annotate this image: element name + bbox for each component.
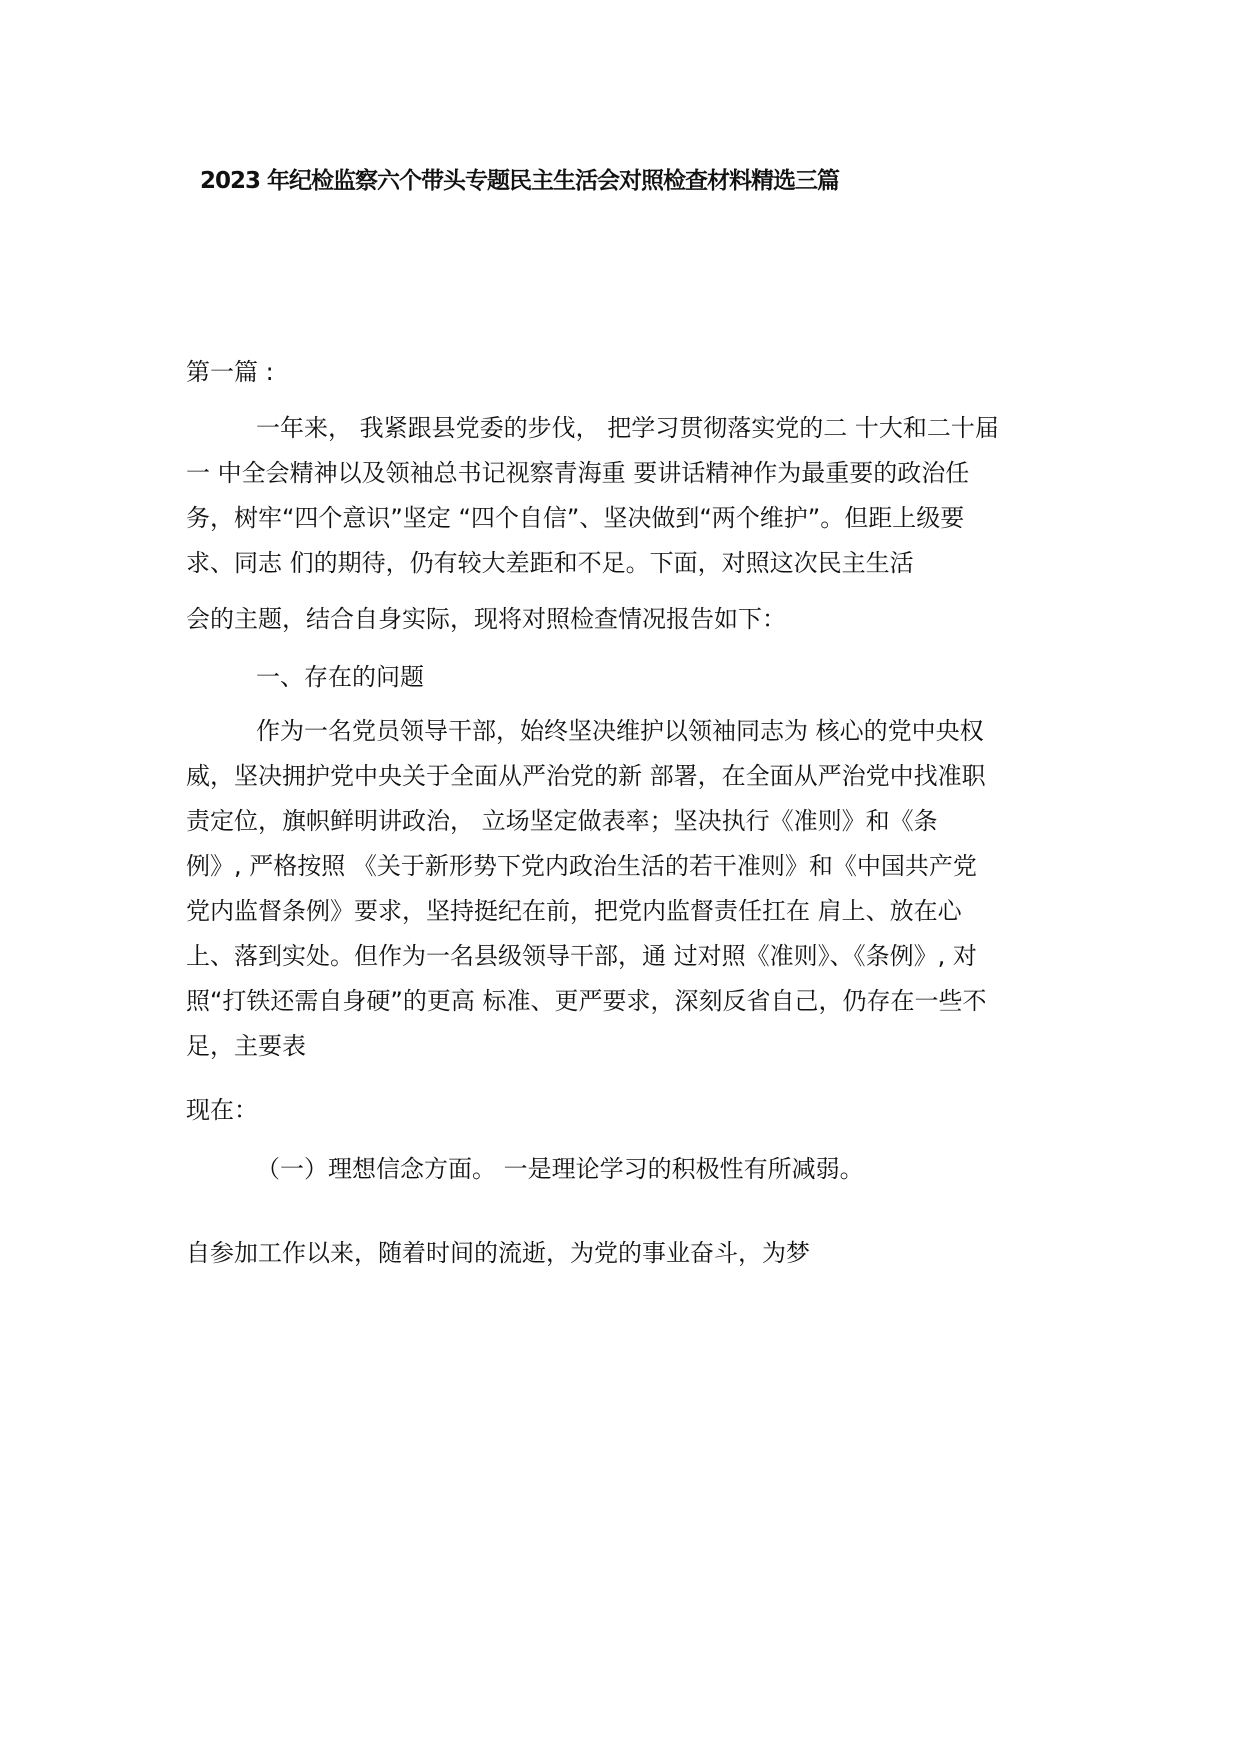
paragraph-line: 求、同志 们的期待，仍有较大差距和不足。下面，对照这次民主生活	[186, 549, 914, 577]
paragraph-line: 例》, 严格按照 《关于新形势下党内政治生活的若干准则》和《中国共产党	[186, 852, 977, 880]
paragraph-line: 自参加工作以来，随着时间的流逝，为党的事业奋斗，为梦	[186, 1239, 810, 1267]
paragraph-line: 上、落到实处。但作为一名县级领导干部，通 过对照《准则》、《条例》, 对	[186, 942, 977, 970]
document-title: 2023 年纪检监察六个带头专题民主生活会对照检查材料精选三篇	[200, 168, 840, 194]
paragraph-line: 现在：	[186, 1096, 258, 1124]
paragraph-line: 一 中全会精神以及领袖总书记视察青海重 要讲话精神作为最重要的政治任	[186, 459, 970, 487]
paragraph-line: 一年来， 我紧跟县党委的步伐， 把学习贯彻落实党的二 十大和二十届	[256, 414, 999, 442]
section-heading: 一、存在的问题	[256, 663, 424, 691]
paragraph-line: 威，坚决拥护党中央关于全面从严治党的新 部署，在全面从严治党中找准职	[186, 762, 986, 790]
subsection-heading: （一）理想信念方面。 一是理论学习的积极性有所减弱。	[256, 1155, 864, 1183]
paragraph-line: 会的主题，结合自身实际，现将对照检查情况报告如下：	[186, 605, 786, 633]
paragraph-line: 照“打铁还需自身硬”的更高 标准、更严要求，深刻反省自己，仍存在一些不	[186, 987, 987, 1015]
paragraph-line: 党内监督条例》要求，坚持挺纪在前，把党内监督责任扛在 肩上、放在心	[186, 897, 962, 925]
paragraph-line: 责定位，旗帜鲜明讲政治， 立场坚定做表率；坚决执行《准则》和《条	[186, 807, 938, 835]
paragraph-line: 作为一名党员领导干部，始终坚决维护以领袖同志为 核心的党中央权	[256, 717, 984, 745]
section-label: 第一篇 :	[186, 358, 274, 386]
paragraph-line: 务，树牢“四个意识”坚定 “四个自信”、坚决做到“两个维护”。但距上级要	[186, 504, 965, 532]
paragraph-line: 足，主要表	[186, 1032, 306, 1060]
